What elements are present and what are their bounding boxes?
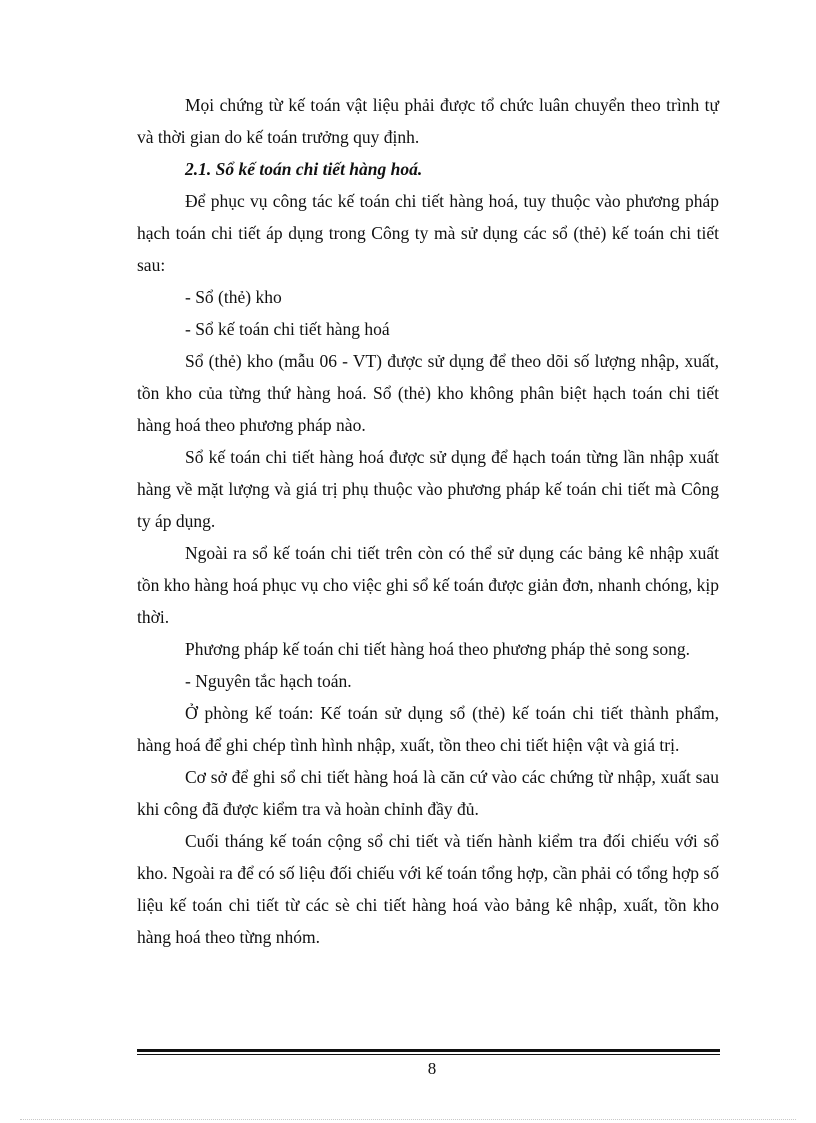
footer-rule-thin <box>137 1054 720 1055</box>
paragraph: Cơ sở để ghi sổ chi tiết hàng hoá là căn cứ vào các chứng từ nhập, xuất sau khi công đã được kiểm tra và hoàn chỉnh đầy đủ. <box>137 767 719 819</box>
paragraph: Sổ kế toán chi tiết hàng hoá được sử dụng để hạch toán từng lần nhập xuất hàng về mặt lượng và giá trị phụ thuộc vào phương pháp kế toán chi tiết mà Công ty áp dụng. <box>137 447 719 531</box>
paragraph: Ở phòng kế toán: Kế toán sử dụng sổ (thẻ) kế toán chi tiết thành phẩm, hàng hoá để ghi chép tình hình nhập, xuất, tồn theo chi tiết hiện vật và giá trị. <box>137 703 719 755</box>
paragraph: Ngoài ra sổ kế toán chi tiết trên còn có thể sử dụng các bảng kê nhập xuất tồn kho hàng hoá phục vụ cho việc ghi sổ kế toán được giản đơn, nhanh chóng, kịp thời. <box>137 543 719 627</box>
section-heading: 2.1. Sổ kế toán chi tiết hàng hoá. <box>185 159 423 179</box>
list-item: - Sổ kế toán chi tiết hàng hoá <box>185 319 390 339</box>
paragraph: Mọi chứng từ kế toán vật liệu phải được tổ chức luân chuyển theo trình tự và thời gian do kế toán trưởng quy định. <box>137 95 719 147</box>
paragraph: Để phục vụ công tác kế toán chi tiết hàng hoá, tuy thuộc vào phương pháp hạch toán chi tiết áp dụng trong Công ty mà sử dụng các sổ (thẻ) kế toán chi tiết sau: <box>137 191 719 275</box>
page-edge-divider <box>20 1119 796 1120</box>
paragraph: Cuối tháng kế toán cộng sổ chi tiết và tiến hành kiểm tra đối chiếu với sổ kho. Ngoài ra để có số liệu đối chiếu với kế toán tổng hợp, cần phải có tổng hợp số liệu kế toán chi tiết từ các sè chi tiết hàng hoá vào bảng kê nhập, xuất, tồn kho hàng hoá theo từng nhóm. <box>137 831 719 947</box>
paragraph: Sổ (thẻ) kho (mẫu 06 - VT) được sử dụng để theo dõi số lượng nhập, xuất, tồn kho của từng thứ hàng hoá. Sổ (thẻ) kho không phân biệt hạch toán chi tiết hàng hoá theo phương pháp nào. <box>137 351 719 435</box>
paragraph: Phương pháp kế toán chi tiết hàng hoá theo phương pháp thẻ song song. <box>185 639 691 659</box>
list-item: - Sổ (thẻ) kho <box>185 287 282 307</box>
footer-rule-thick <box>137 1049 720 1052</box>
document-body <box>137 89 719 953</box>
page-number: 8 <box>427 1059 437 1078</box>
list-item: - Nguyên tắc hạch toán. <box>185 671 352 691</box>
